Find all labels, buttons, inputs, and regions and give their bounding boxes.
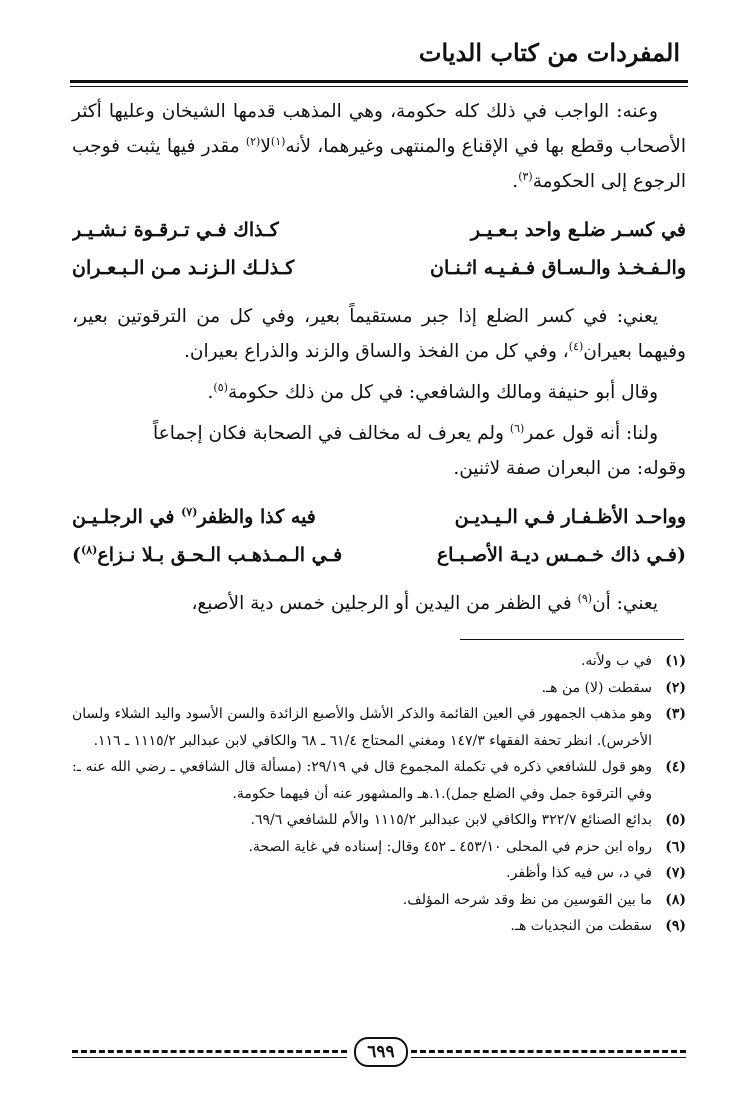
footnote-text: بدائع الصنائع ٣٢٢/٧ والكافي لابن عبدالبر ١١١٥/٢ والأم للشافعي ٦٩/٦. <box>250 812 652 828</box>
footnote-marker: (١) <box>270 134 286 148</box>
footnote-number: (٦) <box>665 838 686 855</box>
footnote-text: وهو مذهب الجمهور في العين القائمة والذكر الأشل والأصبع الزائدة والسن الأسود واليد الشلاء ولسان الأخرس). انظر تحفة الفقهاء ١٤٧/٣ ومغني المحتاج ٦١/٤ ـ ٦٨ والكافي لابن عبدالبر ١١١٥/٢ ـ ١١٦. <box>72 706 652 749</box>
footnote-marker: (٨) <box>81 543 98 557</box>
footnotes <box>72 648 686 940</box>
footnote-marker: (٢) <box>245 134 261 148</box>
footnote-number: (٤) <box>665 759 686 775</box>
footer-rule-left-thin <box>72 1057 347 1058</box>
footnote-number: (٧) <box>665 865 686 881</box>
footer-rule-right <box>411 1050 686 1053</box>
footnote-number: (٨) <box>665 891 686 908</box>
footnote-number: (٣) <box>665 706 686 722</box>
footnote-item <box>72 834 686 861</box>
verse-hemistich-first: (فـي ذاك خـمـس ديـة الأصـبـاع <box>436 544 686 566</box>
footnote-text: سقطت (لا) من هـ. <box>541 679 652 696</box>
paragraph-6: يعني: أن$^{(٩)}$ في الظفر من اليدين أو الرجلين خمس دية الأصبع، <box>191 591 658 614</box>
page-number: ٦٩٩ <box>354 1037 408 1067</box>
footnote-item <box>72 887 686 914</box>
footnote-text: سقطت من النجديات هـ. <box>510 918 652 934</box>
main-text <box>72 94 686 621</box>
footnote-item <box>72 913 686 940</box>
footnote-number: (١) <box>665 653 686 669</box>
paragraph-4: ولنا: أنه قول عمر$^{(٦)}$ ولم يعرف له مخالف في الصحابة فكان إجماعاً <box>153 421 658 444</box>
running-header-title: المفردات من كتاب الديات <box>418 38 680 67</box>
verse-hemistich-second: فـي الـمـذهـب الـحـق بـلا نـزاع$^{(٨)}$) <box>72 543 343 566</box>
footer-rule-left <box>72 1050 347 1053</box>
footnote-item <box>72 648 686 675</box>
footnote-number: (٥) <box>665 812 686 828</box>
footnote-text: ما بين القوسين من نظ وقد شرحه المؤلف. <box>402 891 652 908</box>
footnote-marker: (٧) <box>181 505 198 519</box>
verse-hemistich-first: في كسـر ضلـع واحد بـعـيـر <box>470 219 686 241</box>
paragraph-3: وقال أبو حنيفة ومالك والشافعي: في كل من ذلك حكومة$^{(٥)}$. <box>207 380 658 403</box>
footnote-number: (٩) <box>665 918 686 934</box>
header-rule-thin <box>70 86 688 87</box>
paragraph-2: يعني: في كسر الضلع إذا جبر مستقيماً بعير، وفي كل من الترقوتين بعير، وفيهما بعيران$^{(٤)}$، وفي كل من الفخذ والساق والزند والذراع بعيران. <box>72 306 686 362</box>
page-footer <box>72 1037 686 1065</box>
footnote-item <box>72 807 686 834</box>
paragraph-1: وعنه: الواجب في ذلك كله حكومة، وهي المذهب قدمها الشيخان وعليها أكثر الأصحاب وقطع بها في الإقناع والمنتهى وغيرهما، لأنه$^{(١)}$لا$^{(٢)}$ مقدر فيها يثبت فوجب الرجوع إلى الحكومة$^{(٣)}$. <box>72 101 686 192</box>
footnote-text: في د، س فيه كذا وأظفر. <box>506 865 652 881</box>
verse-hemistich-first: وواحـد الأظـفـار فـي الـيـديـن <box>454 506 686 528</box>
header-rule-thick <box>70 80 688 83</box>
footnote-marker: (٥) <box>213 380 228 394</box>
verse-line-4 <box>72 536 686 574</box>
footnote-text: وهو قول للشافعي ذكره في تكملة المجموع قال في ٢٩/١٩: (مسألة قال الشافعي ـ رضي الله عنه ـ: وفي الترقوة جمل وفي الضلع جمل).١.هـ والمشهور عنه أن فيهما حكومة. <box>72 759 653 802</box>
footnote-marker: (٩) <box>577 591 593 605</box>
paragraph-5: وقوله: من البعران صفة لاثنين. <box>453 458 686 479</box>
verse-hemistich-second: فيه كذا والظفر$^{(٧)}$ في الرجلـيـن <box>72 505 316 528</box>
verse-line-2 <box>72 249 686 287</box>
verse-hemistich-first: والـفـخـذ والـسـاق فـفـيـه اثـنـان <box>430 257 686 279</box>
footnote-item <box>72 754 686 807</box>
verse-hemistich-second: كـذاك فـي تـرقـوة نـشـيـر <box>72 219 279 241</box>
footnote-number: (٢) <box>665 679 686 696</box>
footer-rule-right-thin <box>411 1057 686 1058</box>
verse-hemistich-second: كـذلـك الـزنـد مـن الـبـعـران <box>72 257 295 279</box>
footnote-marker: (٤) <box>568 339 584 353</box>
verse-line-1 <box>72 211 686 249</box>
footnote-separator <box>460 639 684 640</box>
footnote-marker: (٣) <box>518 169 533 183</box>
footnote-text: رواه ابن حزم في المحلى ٤٥٣/١٠ ـ ٤٥٢ وقال: إسناده في غاية الصحة. <box>248 838 652 855</box>
verse-line-3 <box>72 498 686 536</box>
footnote-item <box>72 860 686 887</box>
footnote-text: في ب ولأنه. <box>580 653 652 669</box>
footnote-item <box>72 701 686 754</box>
footnote-item <box>72 675 686 702</box>
footnote-marker: (٦) <box>509 421 525 435</box>
